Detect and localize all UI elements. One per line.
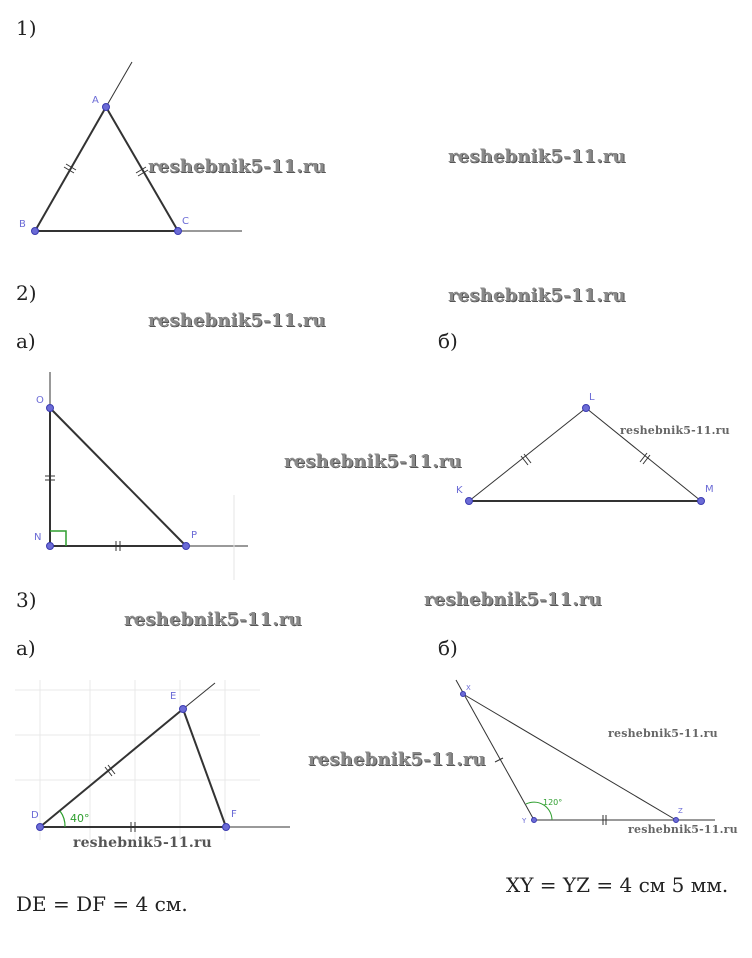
watermark: reshebnik5-11.ru [124,609,302,630]
angle-label-y: 120° [543,798,563,807]
point-l [583,405,590,412]
figure-3b-triangle-xyz [456,680,715,825]
section-2b-label: б) [438,329,458,353]
section-3b-label: б) [438,636,458,660]
vertex-label-b: B [19,219,26,230]
angle-label-d: 40° [70,812,90,825]
point-f [223,824,230,831]
watermark: reshebnik5-11.ru [424,589,602,610]
point-c [175,228,182,235]
point-o [47,405,54,412]
point-a [103,104,110,111]
point-d [37,824,44,831]
vertex-label-a: A [92,95,99,106]
watermark: reshebnik5-11.ru [628,823,738,836]
watermark: reshebnik5-11.ru [284,451,462,472]
point-y [532,818,537,823]
vertex-label-f: F [231,809,237,820]
point-n [47,543,54,550]
figure-2a-triangle-onp [45,372,248,580]
section-3-label: 3) [16,588,37,612]
watermark: reshebnik5-11.ru [148,310,326,331]
vertex-label-o: O [36,395,44,406]
vertex-label-z: Z [678,807,683,815]
section-3a-label: а) [16,636,36,660]
angle-arc-d [60,811,65,827]
vertex-label-k: K [456,485,463,496]
formula-right: XY = YZ = 4 см 5 мм. [506,873,729,897]
vertex-label-p: P [191,530,198,541]
point-p [183,543,190,550]
vertex-label-x: X [466,684,471,692]
section-1-label: 1) [16,16,37,40]
vertex-label-m: M [705,484,714,495]
figure-2b-triangle-klm [469,408,701,501]
vertex-label-n: N [34,532,42,543]
watermark: reshebnik5-11.ru [608,727,718,740]
point-b [32,228,39,235]
vertex-label-l: L [589,392,595,403]
point-x [461,692,466,697]
watermark: reshebnik5-11.ru [448,285,626,306]
point-z [674,818,679,823]
figure-3a-triangle-def [40,683,290,832]
point-m [698,498,705,505]
section-2-label: 2) [16,281,37,305]
figure-3a-grid [15,680,260,840]
watermark: reshebnik5-11.ru [73,835,212,851]
point-e [180,706,187,713]
vertex-label-e: E [170,691,177,702]
vertex-label-y: Y [522,817,527,825]
section-2a-label: а) [16,329,36,353]
figure-1-triangle-abc [35,62,242,231]
formula-left: DE = DF = 4 см. [16,892,188,916]
vertex-label-d: D [31,810,39,821]
watermark: reshebnik5-11.ru [148,156,326,177]
watermark: reshebnik5-11.ru [448,146,626,167]
vertex-label-c: C [182,216,189,227]
watermark: reshebnik5-11.ru [308,749,486,770]
watermark: reshebnik5-11.ru [620,424,730,437]
point-k [466,498,473,505]
